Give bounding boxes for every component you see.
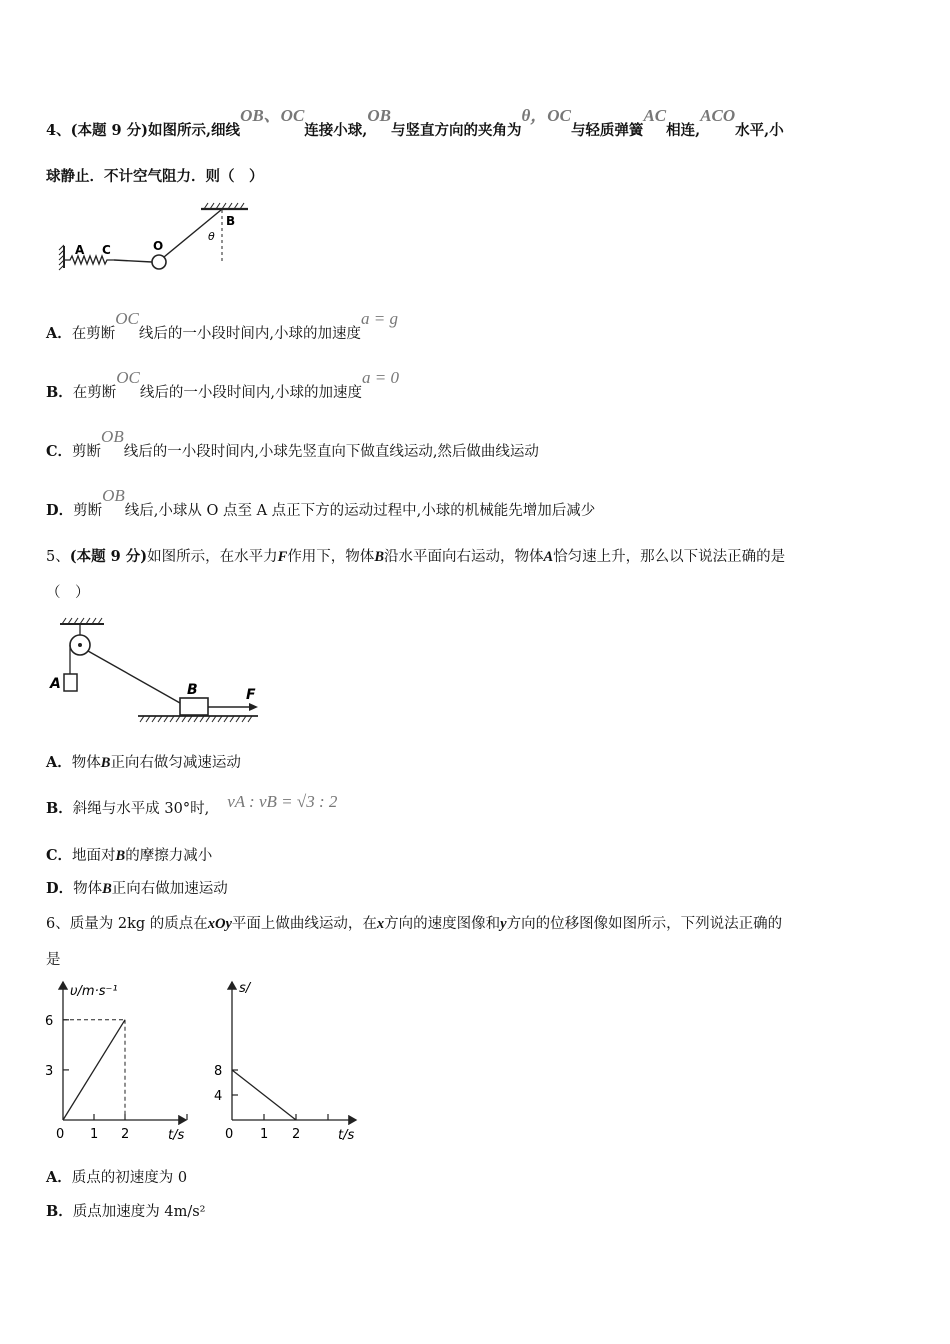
q5-option-c[interactable] bbox=[46, 844, 212, 865]
x-tick-label: 0 bbox=[225, 1127, 234, 1142]
q5-text: 沿水平面向右运动，物体 bbox=[383, 549, 544, 565]
q4-ball bbox=[152, 255, 166, 269]
q5-label-b: B bbox=[187, 682, 198, 698]
q5-force-arrowhead bbox=[249, 703, 258, 711]
option-text: 正向右做匀减速运动 bbox=[110, 755, 241, 771]
q4-text: 水平,小 bbox=[735, 122, 784, 139]
chart2-xlabel: t/s bbox=[338, 1128, 355, 1143]
option-text: 斜绳与水平成 30°时, bbox=[72, 801, 210, 817]
q4-text: 相连, bbox=[666, 122, 701, 139]
option-text: 线后的一小段时间内,小球的加速度 bbox=[138, 326, 361, 342]
x-tick-label: 0 bbox=[56, 1127, 65, 1142]
option-text: 的摩擦力减小 bbox=[125, 848, 213, 864]
option-math: a = 0 bbox=[362, 368, 399, 387]
q5-var-f: F bbox=[277, 549, 288, 565]
q5-block-a bbox=[64, 674, 77, 691]
option-text: 地面对 bbox=[72, 848, 116, 864]
q5-pulley-axle bbox=[78, 643, 82, 647]
option-text: 在剪断 bbox=[71, 326, 116, 342]
q4-math-ac: AC bbox=[643, 106, 667, 125]
x-tick-label: 1 bbox=[260, 1127, 269, 1142]
q4-option-c[interactable] bbox=[46, 427, 539, 461]
option-text: 物体 bbox=[73, 881, 103, 897]
q6-var-x: x bbox=[376, 916, 385, 932]
q4-text: 连接小球, bbox=[304, 122, 368, 139]
q5-label-a: A bbox=[50, 676, 61, 692]
option-letter: C． bbox=[46, 847, 73, 864]
y-tick-label: 6 bbox=[45, 1013, 54, 1029]
q6-number: 6、 bbox=[46, 916, 70, 932]
option-letter: D． bbox=[46, 502, 74, 519]
q4-number: 4、 bbox=[46, 122, 71, 139]
q6-stem-line2: 是 bbox=[46, 952, 61, 968]
option-math: OB bbox=[101, 427, 124, 446]
q5-option-b[interactable] bbox=[46, 792, 338, 818]
option-letter: D． bbox=[46, 880, 74, 897]
q6-option-a[interactable] bbox=[46, 1166, 187, 1187]
x-tick-label: 2 bbox=[121, 1127, 130, 1142]
q5-number: 5、 bbox=[46, 549, 70, 565]
option-text: 物体 bbox=[71, 755, 101, 771]
option-text: 剪断 bbox=[73, 503, 103, 519]
y-tick-label: 8 bbox=[214, 1064, 223, 1079]
option-letter: B． bbox=[46, 384, 73, 401]
q6-displacement-chart bbox=[206, 974, 366, 1149]
option-math: vA : vB = √3 : 2 bbox=[227, 792, 338, 811]
y-tick-label: 3 bbox=[45, 1063, 54, 1079]
q4-spring bbox=[64, 256, 114, 264]
option-text: 质点的初速度为 0 bbox=[71, 1170, 188, 1186]
q4-math-theta-oc: θ，OC bbox=[521, 106, 571, 125]
q5-ground-hatch bbox=[140, 716, 252, 722]
q4-stem-line1 bbox=[46, 106, 784, 140]
option-var-b: B bbox=[100, 755, 111, 771]
q5-text: 作用下，物体 bbox=[287, 549, 375, 565]
q4-string-oc bbox=[114, 260, 152, 262]
q4-option-a[interactable] bbox=[46, 309, 398, 343]
q5-option-d[interactable] bbox=[46, 877, 228, 898]
option-text: 正向右做加速运动 bbox=[111, 881, 228, 897]
option-text: 在剪断 bbox=[72, 385, 117, 401]
option-var-b: B bbox=[102, 881, 112, 897]
q4-math-ob-oc: OB、OC bbox=[240, 106, 305, 125]
option-text: 线后的一小段时间内,小球先竖直向下做直线运动,然后做曲线运动 bbox=[123, 444, 539, 460]
option-var-b: B bbox=[115, 848, 126, 864]
q4-option-b[interactable] bbox=[46, 368, 399, 402]
chart2-y-ticks bbox=[214, 1064, 238, 1104]
q6-text: 质量为 2kg 的质点在 bbox=[69, 916, 208, 932]
q6-var-xoy: xOy bbox=[207, 916, 232, 932]
option-letter: B． bbox=[46, 800, 73, 817]
chart1-ylabel: υ/m·s⁻¹ bbox=[70, 984, 118, 999]
chart2-x-ticks bbox=[225, 1114, 328, 1142]
q4-label-c: C bbox=[102, 243, 111, 257]
q6-text: 平面上做曲线运动，在 bbox=[231, 916, 377, 932]
option-text: 线后,小球从 O 点至 A 点正下方的运动过程中,小球的机械能先增加后减少 bbox=[124, 503, 596, 519]
option-letter: A． bbox=[46, 754, 72, 771]
option-math: OC bbox=[116, 368, 140, 387]
chart1-y-ticks bbox=[45, 1014, 69, 1079]
option-math: a = g bbox=[361, 309, 398, 328]
q4-stem-line2: 球静止．不计空气阻力．则（ ） bbox=[46, 168, 264, 185]
q6-text: 方向的位移图像如图所示，下列说法正确的 bbox=[506, 916, 783, 932]
q5-text: 如图所示，在水平力 bbox=[147, 549, 278, 565]
q5-var-b: B bbox=[374, 549, 384, 565]
q5-var-a: A bbox=[543, 549, 554, 565]
q4-label-theta: θ bbox=[208, 230, 215, 243]
option-math: OB bbox=[102, 486, 125, 505]
q5-block-b bbox=[180, 698, 208, 715]
option-letter: B． bbox=[46, 1203, 73, 1220]
option-letter: C． bbox=[46, 443, 73, 460]
q4-score: (本题 9 分) bbox=[70, 122, 148, 139]
option-text: 线后的一小段时间内,小球的加速度 bbox=[139, 385, 362, 401]
q4-math-aco: ACO bbox=[700, 106, 736, 125]
q5-text: 恰匀速上升，那么以下说法正确的是 bbox=[553, 549, 786, 565]
q5-option-a[interactable] bbox=[46, 751, 241, 772]
x-tick-label: 1 bbox=[90, 1127, 99, 1142]
q4-label-b: B bbox=[226, 214, 236, 228]
q5-label-f: F bbox=[246, 687, 256, 703]
chart2-ylabel: s/ bbox=[239, 981, 251, 996]
q4-figure bbox=[58, 198, 280, 276]
option-math: OC bbox=[115, 309, 139, 328]
option-text: 剪断 bbox=[72, 444, 102, 460]
q6-text: 方向的速度图像和 bbox=[384, 916, 501, 932]
q4-label-o: O bbox=[153, 239, 164, 253]
chart1-series-line bbox=[63, 1020, 125, 1120]
q4-math-ob: OB bbox=[367, 106, 391, 125]
q6-var-y: y bbox=[500, 916, 507, 932]
q5-score: (本题 9 分) bbox=[69, 548, 148, 565]
option-text: 质点加速度为 4m/s² bbox=[72, 1204, 206, 1220]
q5-stem-line1 bbox=[46, 545, 785, 566]
q4-label-a: A bbox=[75, 243, 85, 257]
x-tick-label: 2 bbox=[292, 1127, 301, 1142]
q4-option-d[interactable] bbox=[46, 486, 596, 520]
q4-text: 如图所示,细线 bbox=[148, 122, 241, 139]
option-letter: A． bbox=[46, 325, 72, 342]
q4-text: 与竖直方向的夹角为 bbox=[390, 122, 522, 139]
q6-option-b[interactable] bbox=[46, 1200, 206, 1221]
y-tick-label: 4 bbox=[214, 1089, 223, 1104]
option-letter: A． bbox=[46, 1169, 72, 1186]
chart2-series-line bbox=[232, 1070, 296, 1120]
q5-rope-b bbox=[88, 651, 180, 703]
q5-figure bbox=[46, 612, 272, 730]
q5-stem-line2: （ ） bbox=[46, 585, 90, 601]
chart1-xlabel: t/s bbox=[168, 1128, 185, 1143]
q6-velocity-chart bbox=[36, 974, 196, 1149]
q6-stem-line1 bbox=[46, 912, 782, 933]
q4-text: 与轻质弹簧 bbox=[570, 122, 644, 139]
